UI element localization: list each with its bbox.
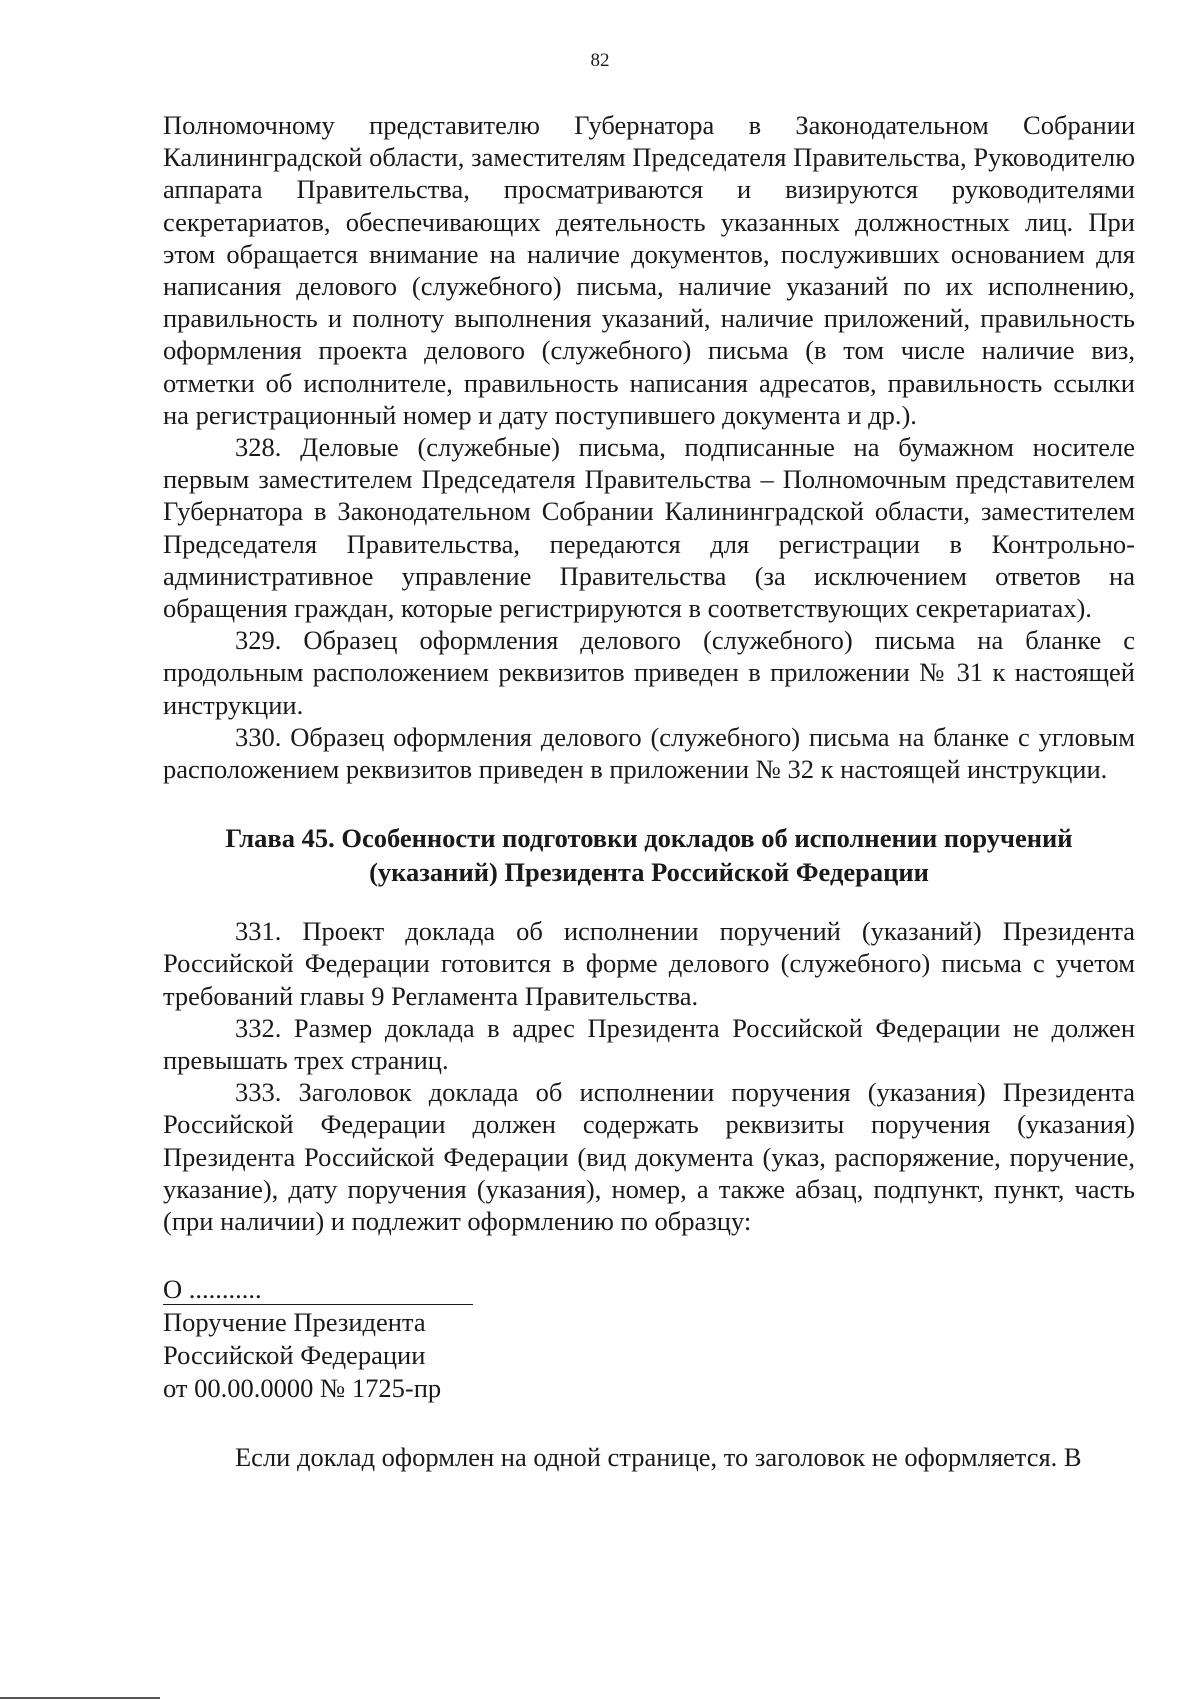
sample-line-4: от 00.00.0000 № 1725-пр — [163, 1373, 442, 1404]
chapter-heading-line-2: (указаний) Президента Российской Федерации — [369, 857, 929, 888]
paragraph-328: 328. Деловые (служебные) письма, подписанные на бумажном носителе первым заместителем Председателя Правительства – Полномочным представителем Губернатора в Законодательном Собрании Калининградской области, заместителем Председателя Правительства, передаются для регистрации в Контрольно-административное управление Правительства (за исключением ответов на обращения граждан, которые регистрируются в соответствующих секретариатах). — [163, 432, 1135, 624]
document-body — [163, 109, 1135, 1474]
paragraph-332: 332. Размер доклада в адрес Президента Российской Федерации не должен превышать трех страниц. — [163, 1012, 1135, 1076]
page-number: 82 — [590, 50, 610, 71]
chapter-heading — [163, 811, 1135, 889]
heading-sample-block — [163, 1273, 1135, 1405]
paragraph-331: 331. Проект доклада об исполнении поручений (указаний) Президента Российской Федерации готовится в форме делового (служебного) письма с учетом требований главы 9 Регламента Правительства. — [163, 916, 1135, 1011]
paragraph-330: 330. Образец оформления делового (служебного) письма на бланке с угловым расположением реквизитов приведен в приложении № 32 к настоящей инструкции. — [163, 721, 1135, 785]
paragraph-continuation: Полномочному представителю Губернатора в Законодательном Собрании Калининградской области, заместителям Председателя Правительства, Руководителю аппарата Правительства, просматриваются и визируются руководителями секретариатов, обеспечивающих деятельность указанных должностных лиц. При этом обращается внимание на наличие документов, послуживших основанием для написания делового (служебного) письма, наличие указаний по их исполнению, правильность и полноту выполнения указаний, наличие приложений, правильность оформления проекта делового (служебного) письма (в том числе наличие виз, отметки об исполнителе, правильность написания адресатов, правильность ссылки на регистрационный номер и дату поступившего документа и др.). — [163, 110, 1135, 430]
closing-paragraph: Если доклад оформлен на одной странице, то заголовок не оформляется. В — [235, 1442, 1082, 1473]
sample-title-line: О ........... — [163, 1274, 473, 1305]
bottom-scan-rule — [0, 1697, 160, 1699]
paragraph-329: 329. Образец оформления делового (служебного) письма на бланке с продольным расположением реквизитов приведен в приложении № 31 к настоящей инструкции. — [163, 625, 1135, 720]
chapter-heading-line-1: Глава 45. Особенности подготовки докладов об исполнении поручений — [225, 823, 1073, 854]
sample-line-2: Поручение Президента — [163, 1307, 426, 1338]
paragraph-333: 333. Заголовок доклада об исполнении поручения (указания) Президента Российской Федерации должен содержать реквизиты поручения (указания) Президента Российской Федерации (вид документа (указ, распоряжение, поручение, указание), дату поручения (указания), номер, а также абзац, подпункт, пункт, часть (при наличии) и подлежит оформлению по образцу: — [163, 1077, 1135, 1237]
sample-line-3: Российской Федерации — [163, 1340, 426, 1371]
